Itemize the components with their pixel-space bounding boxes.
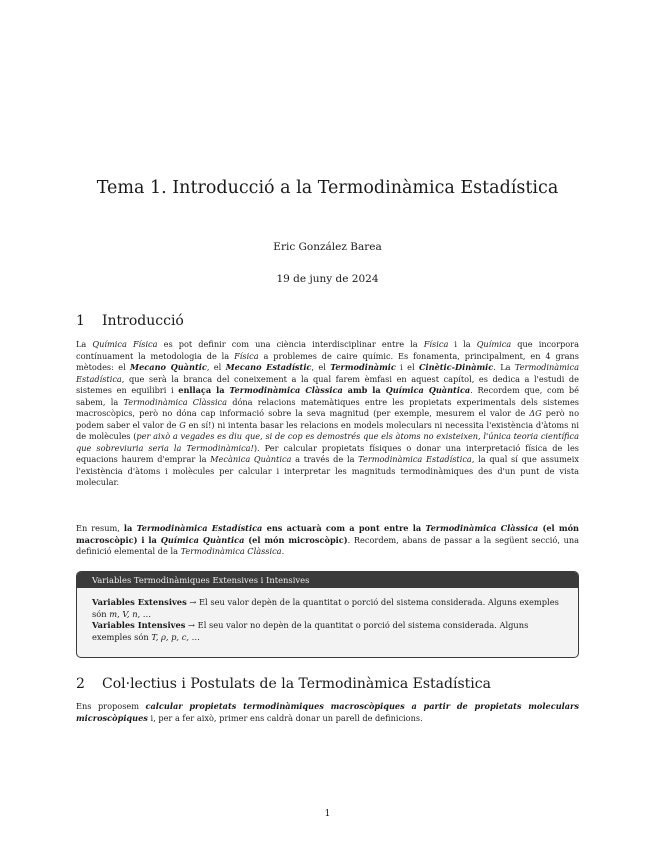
section-1-heading: [76, 313, 184, 329]
section-1-paragraph-2: En resum, la Termodinàmica Estadística ens actuarà com a pont entre la Termodinàmica Clàssica (el món macroscòpic) i la Química Quàntica (el món microscòpic). Recordem, abans de passar a la següent secció, una definició elemental de la Termodinàmica Clàssica.: [76, 523, 580, 556]
document-date: 19 de juny de 2024: [276, 273, 379, 285]
definition-box-body: [77, 588, 578, 644]
section-1-number: 1: [76, 313, 85, 329]
section-1-title: Introducció: [102, 313, 184, 329]
page-number: 1: [324, 809, 331, 819]
section-2-title: Col·lectius i Postulats de la Termodinàmica Estadística: [102, 676, 491, 692]
extensive-variables-definition: Variables Extensives → El seu valor depèn de la quantitat o porció del sistema considerada. Alguns exemples són m, V, n, …: [92, 597, 559, 619]
definition-box-header: Variables Termodinàmiques Extensives i Intensives: [77, 572, 578, 588]
document-author: Eric González Barea: [273, 241, 382, 253]
section-2-heading: [76, 676, 491, 692]
section-1-paragraph-1: La Química Física es pot definir com una ciència interdisciplinar entre la Física i la Química que incorpora contínuament la metodologia de la Física a problemes de caire químic. Es fonamenta, principalment, en 4 grans mètodes: el Mecano Quàntic, el Mecano Estadístic, el Termodinàmic i el Cinètic-Dinàmic. La Termodinàmica Estadística, que serà la branca del coneixement a la qual farem èmfasi en aquest capítol, es dedica a l'estudi de sistemes en equilibri i enllaça la Termodinàmica Clàssica amb la Química Quàntica. Recordem que, com bé sabem, la Termodinàmica Clàssica dóna relacions matemàtiques entre les propietats experimentals dels sistemes macroscòpics, però no dóna cap informació sobre la seva magnitud (per exemple, mesurem el valor de ΔG però no podem saber el valor de G en sí!) ni intenta basar les relacions en models moleculars ni necessita l'existència d'àtoms ni de molècules (per això a vegades es diu que, si de cop es demostrés que els àtoms no existeixen, l'única teoria científica que sobreviuria seria la Termodinàmica!). Per calcular propietats físiques o donar una interpretació física de les equacions haurem d'emprar la Mecànica Quàntica a través de la Termodinàmica Estadística, la qual sí que assumeix l'existència d'àtoms i molècules per calcular i interpretar les magnituds termodinàmiques des d'un punt de vista molecular.: [76, 339, 580, 487]
intensive-variables-definition: Variables Intensives → El seu valor no depèn de la quantitat o porció del sistema considerada. Alguns exemples són T, ρ, p, c, …: [92, 620, 529, 643]
section-2-number: 2: [76, 676, 85, 692]
document-title: Tema 1. Introducció a la Termodinàmica Estadística: [96, 178, 559, 198]
section-2-paragraph-1: Ens proposem calcular propietats termodinàmiques macroscòpiques a partir de propietats moleculars microscòpiques i, per a fer això, primer ens caldrà donar un parell de definicions.: [76, 701, 579, 723]
definition-box: [76, 571, 579, 658]
